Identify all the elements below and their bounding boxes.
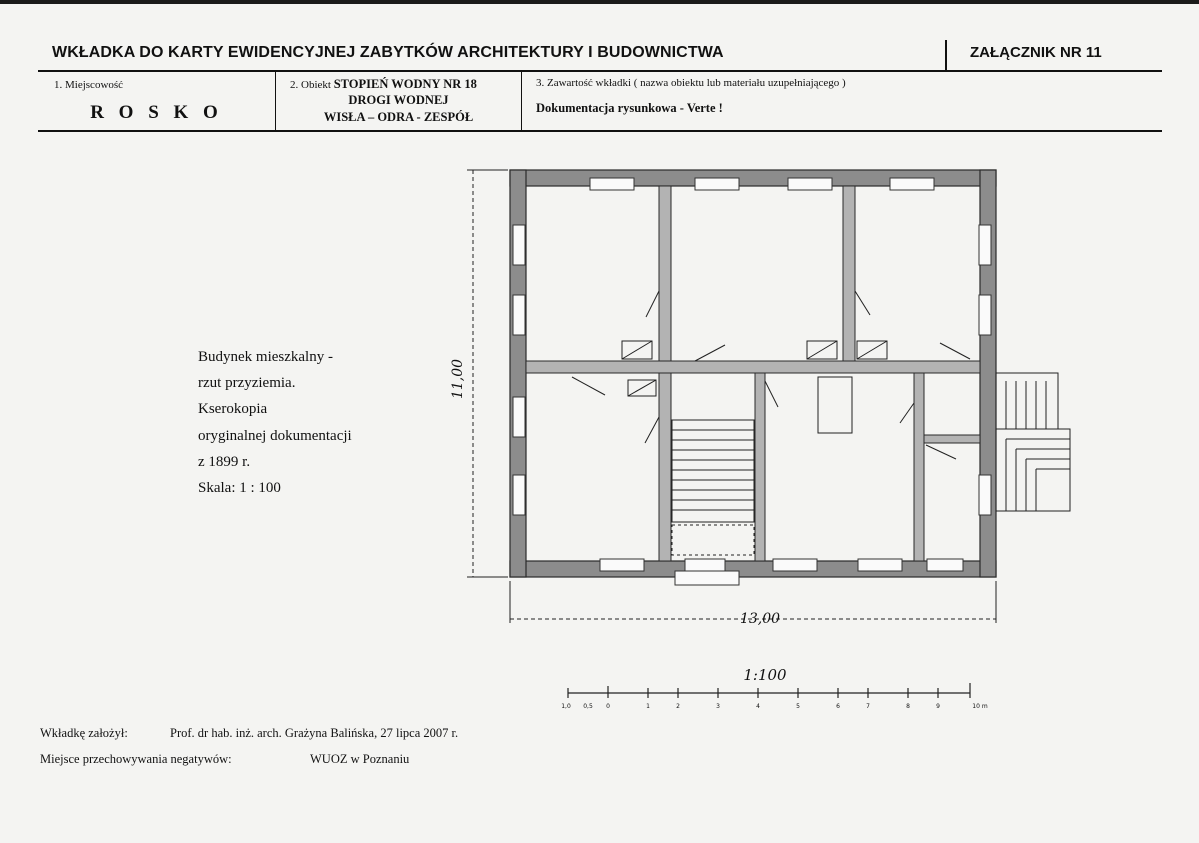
field-locality: [38, 72, 276, 130]
field-object: [276, 72, 522, 130]
scale-tick-label: 0,5: [583, 703, 593, 710]
caption-line: oryginalnej dokumentacji: [198, 427, 352, 444]
scale-tick-label: 4: [756, 703, 760, 710]
locality-value: R O S K O: [90, 102, 223, 123]
scale-tick-label: 0: [606, 703, 610, 710]
drawing-caption: [198, 344, 352, 501]
caption-line: Kserokopia: [198, 401, 268, 418]
scale-tick-label: 6: [836, 703, 840, 710]
scale-tick-label: 1,0: [561, 703, 571, 710]
scale-tick-label: 1: [646, 703, 650, 710]
footer-founded: [40, 726, 459, 741]
scale-tick-label: 8: [906, 703, 910, 710]
header: [38, 40, 1162, 72]
scale-tick-label: 9: [936, 703, 940, 710]
dim-width-label: 13,00: [739, 611, 781, 627]
object-label: 2. Obiekt: [290, 79, 331, 91]
caption-line: Skala: 1 : 100: [198, 480, 281, 497]
object-line-3: WISŁA – ODRA - ZESPÓŁ: [323, 110, 474, 124]
object-name: STOPIEŃ WODNY NR 18: [333, 77, 477, 91]
caption-line: z 1899 r.: [198, 453, 251, 470]
scale-bar: [568, 683, 970, 698]
object-label-row: [290, 77, 477, 92]
footer-storage: [40, 752, 410, 767]
dim-height-label: 11,00: [450, 358, 466, 400]
scale-labels: [561, 703, 988, 710]
scale-tick-label: 10 m: [972, 703, 988, 710]
header-divider: [945, 40, 947, 70]
stairs: [672, 420, 754, 555]
scale-tick-label: 3: [716, 703, 720, 710]
fields-row: [38, 72, 1162, 132]
object-line-2: DROGI WODNEJ: [348, 93, 449, 107]
door-swings: [572, 291, 970, 459]
floor-plan-drawing: [440, 145, 1100, 720]
locality-label: 1. Miejscowość: [54, 79, 124, 91]
page-edge: [0, 0, 1199, 4]
scale-tick-label: 5: [796, 703, 800, 710]
founded-value: Prof. dr hab. inż. arch. Grażyna Balińska, 27 lipca 2007 r.: [170, 726, 459, 740]
storage-value: WUOZ w Poznaniu: [310, 752, 410, 766]
header-title: WKŁADKA DO KARTY EWIDENCYJNEJ ZABYTKÓW ARCHITEKTURY I BUDOWNICTWA: [52, 44, 724, 61]
storage-label: Miejsce przechowywania negatywów:: [40, 752, 232, 766]
interior-walls: [526, 186, 980, 561]
exterior-steps: [996, 373, 1070, 511]
scale-tick-label: 2: [676, 703, 680, 710]
annex-number: ZAŁĄCZNIK NR 11: [970, 44, 1102, 61]
scale-title: 1:100: [743, 666, 787, 684]
field-content: [522, 72, 1162, 130]
content-value: Dokumentacja rysunkowa - Verte !: [536, 101, 723, 115]
caption-line: Budynek mieszkalny -: [198, 349, 333, 365]
caption-line: rzut przyziemia.: [198, 375, 296, 392]
scale-tick-label: 7: [866, 703, 870, 710]
content-label: 3. Zawartość wkładki ( nazwa obiektu lub materiału uzupełniającego ): [536, 77, 846, 89]
founded-label: Wkładkę założył:: [40, 726, 128, 740]
